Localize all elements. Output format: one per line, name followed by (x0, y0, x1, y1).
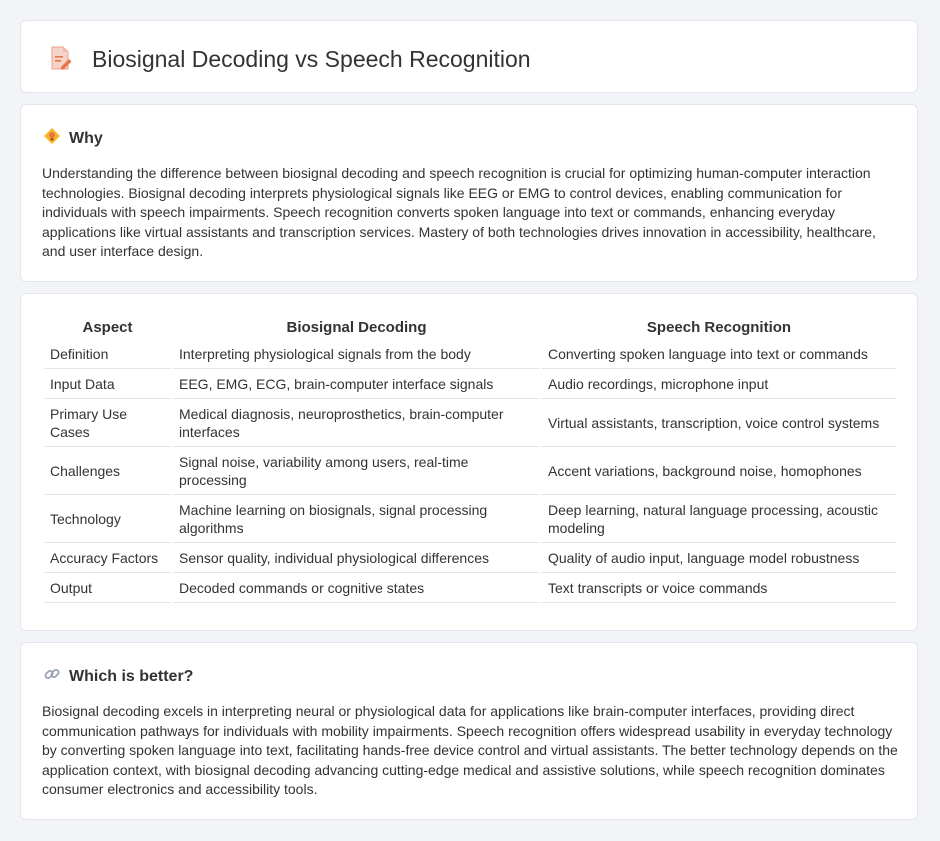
table-cell-aspect: Definition (44, 339, 171, 369)
lightbulb-icon (43, 127, 61, 150)
link-icon (43, 665, 61, 688)
why-text: Understanding the difference between biosignal decoding and speech recognition is crucial for optimizing human-computer interaction technologies. Biosignal decoding interprets physiological signals like EEG or EMG to control devices, enabling communication for individuals with speech impairments. Speech recognition converts spoken language into text or commands, enhancing everyday applications like virtual assistants and transcription services. Mastery of both technologies drives innovation in accessibility, healthcare, and user interface design. (42, 165, 876, 259)
table-cell-aspect: Technology (44, 495, 171, 543)
table-cell-speech: Deep learning, natural language processing, acoustic modeling (542, 495, 896, 543)
table-cell-speech: Converting spoken language into text or commands (542, 339, 896, 369)
table-cell-biosignal: Machine learning on biosignals, signal processing algorithms (173, 495, 540, 543)
table-row (44, 573, 896, 603)
why-section (20, 104, 918, 282)
table-cell-aspect: Output (44, 573, 171, 603)
table-cell-aspect: Primary Use Cases (44, 399, 171, 447)
table-row (44, 447, 896, 495)
table-cell-speech: Virtual assistants, transcription, voice control systems (542, 399, 896, 447)
table-cell-speech: Quality of audio input, language model robustness (542, 543, 896, 573)
which-is-better-text: Biosignal decoding excels in interpreting neural or physiological data for applications like brain-computer interfaces, providing direct communication pathways for individuals with mobility impairments. Speech recognition offers widespread usability in everyday technology by converting spoken language into text, facilitating hands-free device control and virtual assistants. The better technology depends on the application context, with biosignal decoding advancing cutting-edge medical and assistive solutions, while speech recognition dominates consumer electronics and accessibility tools. (42, 703, 898, 797)
table-cell-biosignal: Decoded commands or cognitive states (173, 573, 540, 603)
table-row (44, 339, 896, 369)
table-cell-aspect: Input Data (44, 369, 171, 399)
table-header-row (44, 314, 896, 339)
which-is-better-section (20, 642, 918, 820)
title-card (20, 20, 918, 93)
table-row (44, 543, 896, 573)
comparison-table-card (20, 293, 918, 631)
table-row (44, 495, 896, 543)
page-title: Biosignal Decoding vs Speech Recognition (92, 46, 531, 72)
table-cell-biosignal: EEG, EMG, ECG, brain-computer interface signals (173, 369, 540, 399)
column-header-biosignal: Biosignal Decoding (286, 319, 427, 336)
table-cell-biosignal: Interpreting physiological signals from the body (173, 339, 540, 369)
table-cell-biosignal: Signal noise, variability among users, real-time processing (173, 447, 540, 495)
table-cell-speech: Text transcripts or voice commands (542, 573, 896, 603)
column-header-speech: Speech Recognition (646, 319, 792, 336)
which-is-better-heading: Which is better? (69, 667, 194, 685)
column-header-aspect: Aspect (82, 319, 133, 336)
table-cell-aspect: Accuracy Factors (44, 543, 171, 573)
document-pencil-icon (47, 45, 73, 76)
table-cell-biosignal: Medical diagnosis, neuroprosthetics, brain-computer interfaces (173, 399, 540, 447)
table-cell-speech: Audio recordings, microphone input (542, 369, 896, 399)
table-cell-speech: Accent variations, background noise, homophones (542, 447, 896, 495)
table-cell-aspect: Challenges (44, 447, 171, 495)
table-row (44, 369, 896, 399)
comparison-table (42, 314, 898, 603)
table-cell-biosignal: Sensor quality, individual physiological differences (173, 543, 540, 573)
table-row (44, 399, 896, 447)
why-heading: Why (69, 129, 103, 147)
